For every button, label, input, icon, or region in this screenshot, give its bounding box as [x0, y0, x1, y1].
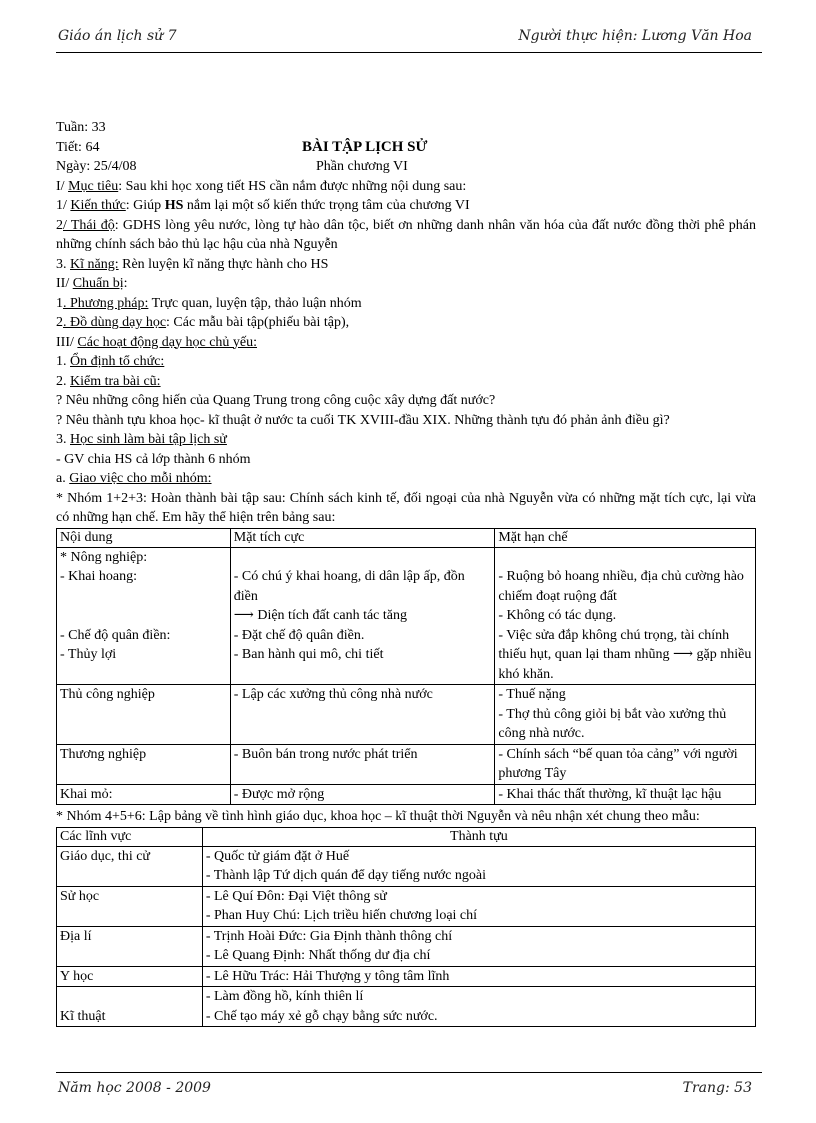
achievement-item: - Quốc tử giám đặt ở Huế — [205, 848, 350, 864]
cell-line: - Không có tác dụng. — [498, 608, 617, 623]
header-left: Giáo án lịch sử 7 — [58, 28, 177, 44]
table-header-row — [57, 528, 756, 547]
cell-line: - Khai hoang: — [60, 569, 137, 584]
table-cell — [57, 744, 231, 784]
achievement-item: - Thành lập Tứ dịch quán để dạy tiếng nước ngoài — [205, 868, 487, 883]
objectives-line: I/ Mục tiêu: Sau khi học xong tiết HS cần nắm được những nội dung sau: — [56, 178, 467, 194]
skills-line: 3. Kĩ năng: Rèn luyện kĩ năng thực hành cho HS — [56, 256, 329, 272]
table-cell — [495, 744, 756, 784]
exercise-line: 3. Học sinh làm bài tập lịch sử — [56, 432, 227, 447]
method-line: 1. Phương pháp: Trực quan, luyện tập, thảo luận nhóm — [56, 295, 362, 311]
cell-line — [60, 587, 227, 607]
cell-line: Khai mỏ: — [60, 786, 113, 802]
table-row — [57, 926, 756, 966]
table-cell — [57, 784, 231, 805]
cell-line: * Nông nghiệp: — [60, 549, 148, 565]
header-right: Người thực hiện: Lương Văn Hoa — [518, 28, 752, 44]
cell-line: - Buôn bán trong nước phát triển — [233, 746, 418, 762]
stabilize-line: 1. Ổn định tổ chức: — [56, 354, 165, 369]
table-header: Mặt hạn chế — [495, 528, 756, 547]
attitude-paragraph: 2/ Thái độ: GDHS lòng yêu nước, lòng tự hào dân tộc, biết ơn những danh nhân văn hóa của đất nước đồng thời phê phán những chính sách bảo thủ lạc hậu của nhà Nguyễn — [56, 217, 756, 252]
cell-line: - Ban hành qui mô, chi tiết — [233, 647, 384, 662]
table-row — [57, 846, 756, 886]
field-cell: Kĩ thuật — [57, 987, 203, 1027]
field-cell: Sử học — [57, 886, 203, 926]
table-header-row — [57, 827, 756, 846]
table-row — [57, 547, 756, 685]
cell-line — [498, 548, 752, 568]
achievement-item: - Lê Quang Định: Nhất thống dư địa chí — [205, 948, 431, 963]
table-cell — [230, 784, 495, 805]
field-cell: Y học — [57, 966, 203, 987]
group-456-task: * Nhóm 4+5+6: Lập bảng về tình hình giáo dục, khoa học – kĩ thuật thời Nguyễn và nêu nhận xét chung theo mẫu: — [56, 809, 700, 824]
achievement-item: - Trịnh Hoài Đức: Gia Định thành thông chí — [205, 928, 453, 944]
cell-line: - Thợ thủ công giỏi bị bắt vào xưởng thủ công nhà nước. — [498, 706, 727, 741]
table-row — [57, 685, 756, 745]
cell-line: - Có chú ý khai hoang, di dân lập ấp, đồn điền — [233, 569, 465, 604]
achievement-item: - Chế tạo máy xẻ gỗ chạy bằng sức nước. — [205, 1008, 438, 1024]
achievement-cell — [202, 846, 755, 886]
table-row — [57, 987, 756, 1027]
cell-line: - Khai thác thất thường, kĩ thuật lạc hậu — [498, 786, 722, 802]
field-cell: Địa lí — [57, 926, 203, 966]
cell-line: - Chính sách “bế quan tỏa cảng” với người phương Tây — [498, 746, 738, 781]
table-header: Mặt tích cực — [230, 528, 495, 547]
materials-line: 2. Đồ dùng dạy học: Các mẫu bài tập(phiếu bài tập), — [56, 315, 350, 330]
cell-line: ⟶ Diện tích đất canh tác tăng — [233, 608, 407, 623]
achievement-item: - Lê Quí Đôn: Đại Việt thông sử — [205, 888, 387, 904]
field-cell: Giáo dục, thi cử — [57, 846, 203, 886]
preparation-line: II/ Chuẩn bị: — [56, 276, 128, 291]
achievement-cell — [202, 987, 755, 1027]
cell-line: - Chế độ quân điền: — [60, 627, 171, 643]
achievement-item: - Làm đồng hồ, kính thiên lí — [205, 989, 364, 1004]
achievements-table — [56, 827, 756, 1028]
page-footer — [56, 1072, 762, 1101]
cell-line: - Được mở rộng — [233, 786, 325, 802]
date: Ngày: 25/4/08 — [56, 159, 137, 174]
cell-line — [234, 548, 492, 568]
achievement-cell — [202, 886, 755, 926]
cell-line: Thương nghiệp — [60, 746, 147, 762]
table-cell — [495, 685, 756, 745]
table-cell — [230, 547, 495, 685]
lesson-number: Tiết: 64 — [56, 139, 100, 155]
achievement-item: - Lê Hữu Trác: Hải Thượng y tông tâm lĩnh — [205, 968, 450, 984]
question-1: ? Nêu những công hiến của Quang Trung trong công cuộc xây dựng đất nước? — [56, 393, 496, 408]
cell-line: - Thủy lợi — [60, 647, 117, 662]
assign-line: a. Giao việc cho mỗi nhóm: — [56, 471, 212, 486]
title-row — [56, 138, 756, 158]
page-header — [56, 26, 762, 53]
table-cell — [495, 784, 756, 805]
achievement-item: - Phan Huy Chú: Lịch triều hiến chương loại chí — [205, 908, 478, 923]
cell-line: - Ruộng bỏ hoang nhiều, địa chủ cường hào chiếm đoạt ruộng đất — [498, 569, 744, 604]
cell-line: - Thuế nặng — [498, 687, 566, 702]
table-row — [57, 784, 756, 805]
table-row — [57, 966, 756, 987]
page-subtitle: Phần chương VI — [316, 159, 408, 174]
table-cell — [230, 685, 495, 745]
policy-table — [56, 528, 756, 806]
date-row — [56, 157, 756, 177]
policy-table-body — [57, 547, 756, 805]
knowledge-line: 1/ Kiến thức: Giúp HS nắm lại một số kiến thức trọng tâm của chương VI — [56, 198, 470, 213]
cell-line — [60, 606, 227, 626]
cell-line: - Đặt chế độ quân điền. — [233, 627, 365, 643]
achievement-cell — [202, 966, 755, 987]
table-row — [57, 744, 756, 784]
table-header: Nội dung — [57, 528, 231, 547]
achievements-table-body — [57, 846, 756, 1027]
activities-line: III/ Các hoạt động dạy học chủ yếu: — [56, 334, 258, 350]
cell-line: - Lập các xưởng thủ công nhà nước — [233, 687, 433, 702]
question-2: ? Nêu thành tựu khoa học- kĩ thuật ở nước ta cuối TK XVIII-đầu XIX. Những thành tựu đó phản ảnh điều gì? — [56, 412, 670, 428]
table-cell — [495, 547, 756, 685]
grouping-line: - GV chia HS cả lớp thành 6 nhóm — [56, 451, 251, 467]
table-cell — [57, 547, 231, 685]
table-cell — [57, 685, 231, 745]
footer-right: Trang: 53 — [682, 1080, 752, 1096]
review-line: 2. Kiểm tra bài cũ: — [56, 373, 161, 389]
table-cell — [230, 744, 495, 784]
achievement-cell — [202, 926, 755, 966]
table-row — [57, 886, 756, 926]
document-body — [56, 118, 756, 1027]
week-line: Tuần: 33 — [56, 120, 106, 135]
table-header: Các lĩnh vực — [57, 827, 203, 846]
table-header: Thành tựu — [202, 827, 755, 846]
group-123-task: * Nhóm 1+2+3: Hoàn thành bài tập sau: Chính sách kinh tế, đối ngoại của nhà Nguyễn vừa có những mặt tích cực, lại vừa có những hạn chế. Em hãy thể hiện trên bảng sau: — [56, 490, 756, 525]
page-title: BÀI TẬP LỊCH SỬ — [302, 138, 428, 155]
cell-line: Thủ công nghiệp — [60, 687, 155, 702]
footer-left: Năm học 2008 - 2009 — [58, 1080, 211, 1096]
cell-line: - Việc sửa đắp không chú trọng, tài chính thiếu hụt, quan lại tham nhũng ⟶ gặp nhiều khó khăn. — [498, 627, 752, 682]
